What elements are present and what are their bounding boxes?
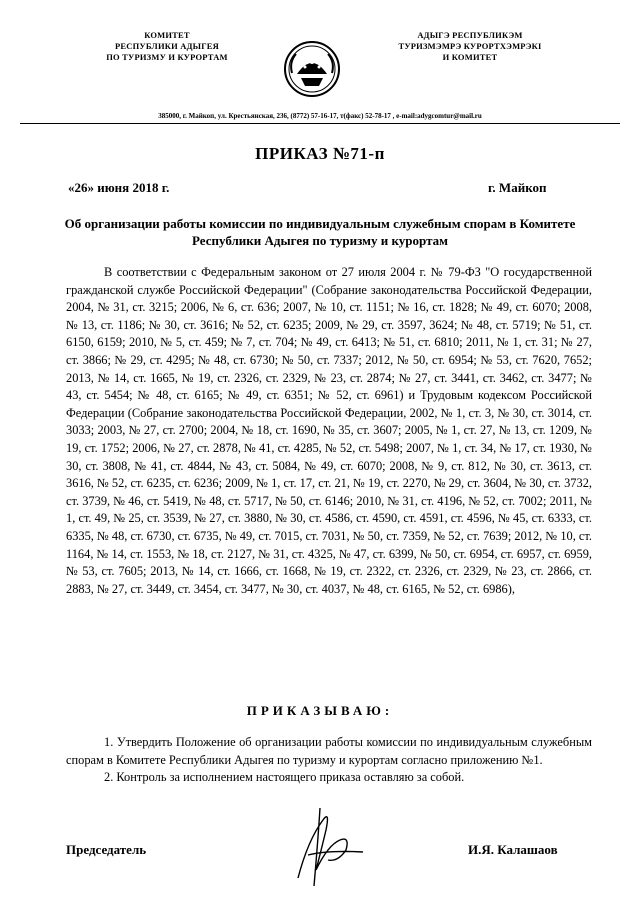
right-org-line-1: АДЫГЭ РЕСПУБЛИКЭМ [417,30,523,40]
right-org-line-3: И КОМИТЕТ [442,52,498,62]
right-organization-block [360,30,580,63]
document-subject: Об организации работы комиссии по индивидуальным служебным спорам в Комитете Республики Адыгея по туризму и курортам [64,216,576,248]
header-divider [20,123,620,124]
document-title: ПРИКАЗ №71-п [255,144,385,163]
left-org-line-3: ПО ТУРИЗМУ И КУРОРТАМ [106,52,228,62]
handwritten-signature [268,800,378,890]
contact-address: 385000, г. Майкоп, ул. Крестьянская, 236, (8772) 57-16-17, т(факс) 52-78-17 , e-mail:adygcomtur@mail.ru [158,112,482,120]
signer-position: Председатель [66,842,147,857]
left-org-line-2: РЕСПУБЛИКИ АДЫГЕЯ [114,41,220,51]
order-item: 2. Контроль за исполнением настоящего приказа оставляю за собой. [104,770,465,785]
right-org-line-2: ТУРИЗМЭМРЭ КУРОРТХЭМРЭКІ [398,41,542,51]
preamble-paragraph: В соответствии с Федеральным законом от 27 июля 2004 г. № 79-ФЗ "О государственной гражданской службе Российской Федерации" (Собрание законодательства Российской Федерации, 2004, № 31, ст. 3215; 2006, № 6, ст. 636; 2007, № 10, ст. 1151; № 16, ст. 1828; № 49, ст. 6070; 2008, № 13, ст. 1186; № 30, ст. 3616; № 52, ст. 6235; 2009, № 29, ст. 3597, 3624; № 48, ст. 5719; № 51, ст. 6150, 6159; 2010, № 5, ст. 459; № 7, ст. 704; № 49, ст. 6413; № 51, ст. 6810; 2011, № 1, ст. 31; № 27, ст. 3866; № 29, ст. 4295; № 48, ст. 6730; № 50, ст. 7337; 2012, № 50, ст. 6954; № 53, ст. 7620, 7652; 2013, № 14, ст. 1665, № 19, ст. 2326, ст. 2329, № 23, ст. 2874; № 27, ст. 3441, ст. 3462, ст. 3477; № 43, ст. 5454; № 48, ст. 6165; № 49, ст. 6351; № 52, ст. 6961) и Трудовым кодексом Российской Федерации (Собрание законодательства Российской Федерации, 2002, № 1, ст. 3, № 30, ст. 3014, ст. 3033; 2003, № 27, ст. 2700; 2004, № 18, ст. 1690, № 35, ст. 3607; 2005, № 1, ст. 27, № 13, ст. 1209, № 19, ст. 1752; 2006, № 27, ст. 2878, № 41, ст. 4285, № 52, ст. 5498; 2007, № 1, ст. 34, № 17, ст. 1930, № 30, ст. 3808, № 41, ст. 4844, № 43, ст. 5084, № 49, ст. 6070; 2008, № 9, ст. 812, № 30, ст. 3613, ст. 3616, № 52, ст. 6235, ст. 6236; 2009, № 1, ст. 17, ст. 21, № 19, ст. 2270, № 29, ст. 3604, № 30, ст. 3732, ст. 3739, № 46, ст. 5419, № 48, ст. 5717, № 50, ст. 6146; 2010, № 31, ст. 4196, № 52, ст. 7002; 2011, № 1, ст. 49, № 25, ст. 3539, № 27, ст. 3880, № 30, ст. 4586, ст. 4590, ст. 4591, ст. 4596, № 45, ст. 6333, ст. 6335, № 48, ст. 6730, ст. 6735, № 49, ст. 7015, ст. 7031, № 50, ст. 7359, № 52, ст. 7639; 2012, № 10, ст. 1164, № 14, ст. 1553, № 18, ст. 2127, № 31, ст. 4325, № 47, ст. 6399, № 50, ст. 6954, ст. 6957, ст. 6959, № 53, ст. 7605; 2013, № 14, ст. 1666, ст. 1668, № 19, ст. 2322, ст. 2326, ст. 2329, № 23, ст. 2866, ст. 2883, № 27, ст. 3449, ст. 3454, ст. 3477, № 30, ст. 4037, № 48, ст. 6165, № 52, ст. 6986), [66,265,592,596]
order-item: 1. Утвердить Положение об организации работы комиссии по индивидуальным служебным спорам в Комитете Республики Адыгея по туризму и курортам согласно приложению №1. [66,735,592,767]
signer-name: И.Я. Калашаов [468,842,558,857]
left-org-line-1: КОМИТЕТ [144,30,190,40]
document-date: «26» июня 2018 г. [68,180,170,195]
republic-emblem-icon [283,40,341,98]
left-organization-block [62,30,272,63]
document-city: г. Майкоп [488,180,547,195]
order-items [66,734,592,787]
order-heading: ПРИКАЗЫВАЮ: [246,703,394,718]
